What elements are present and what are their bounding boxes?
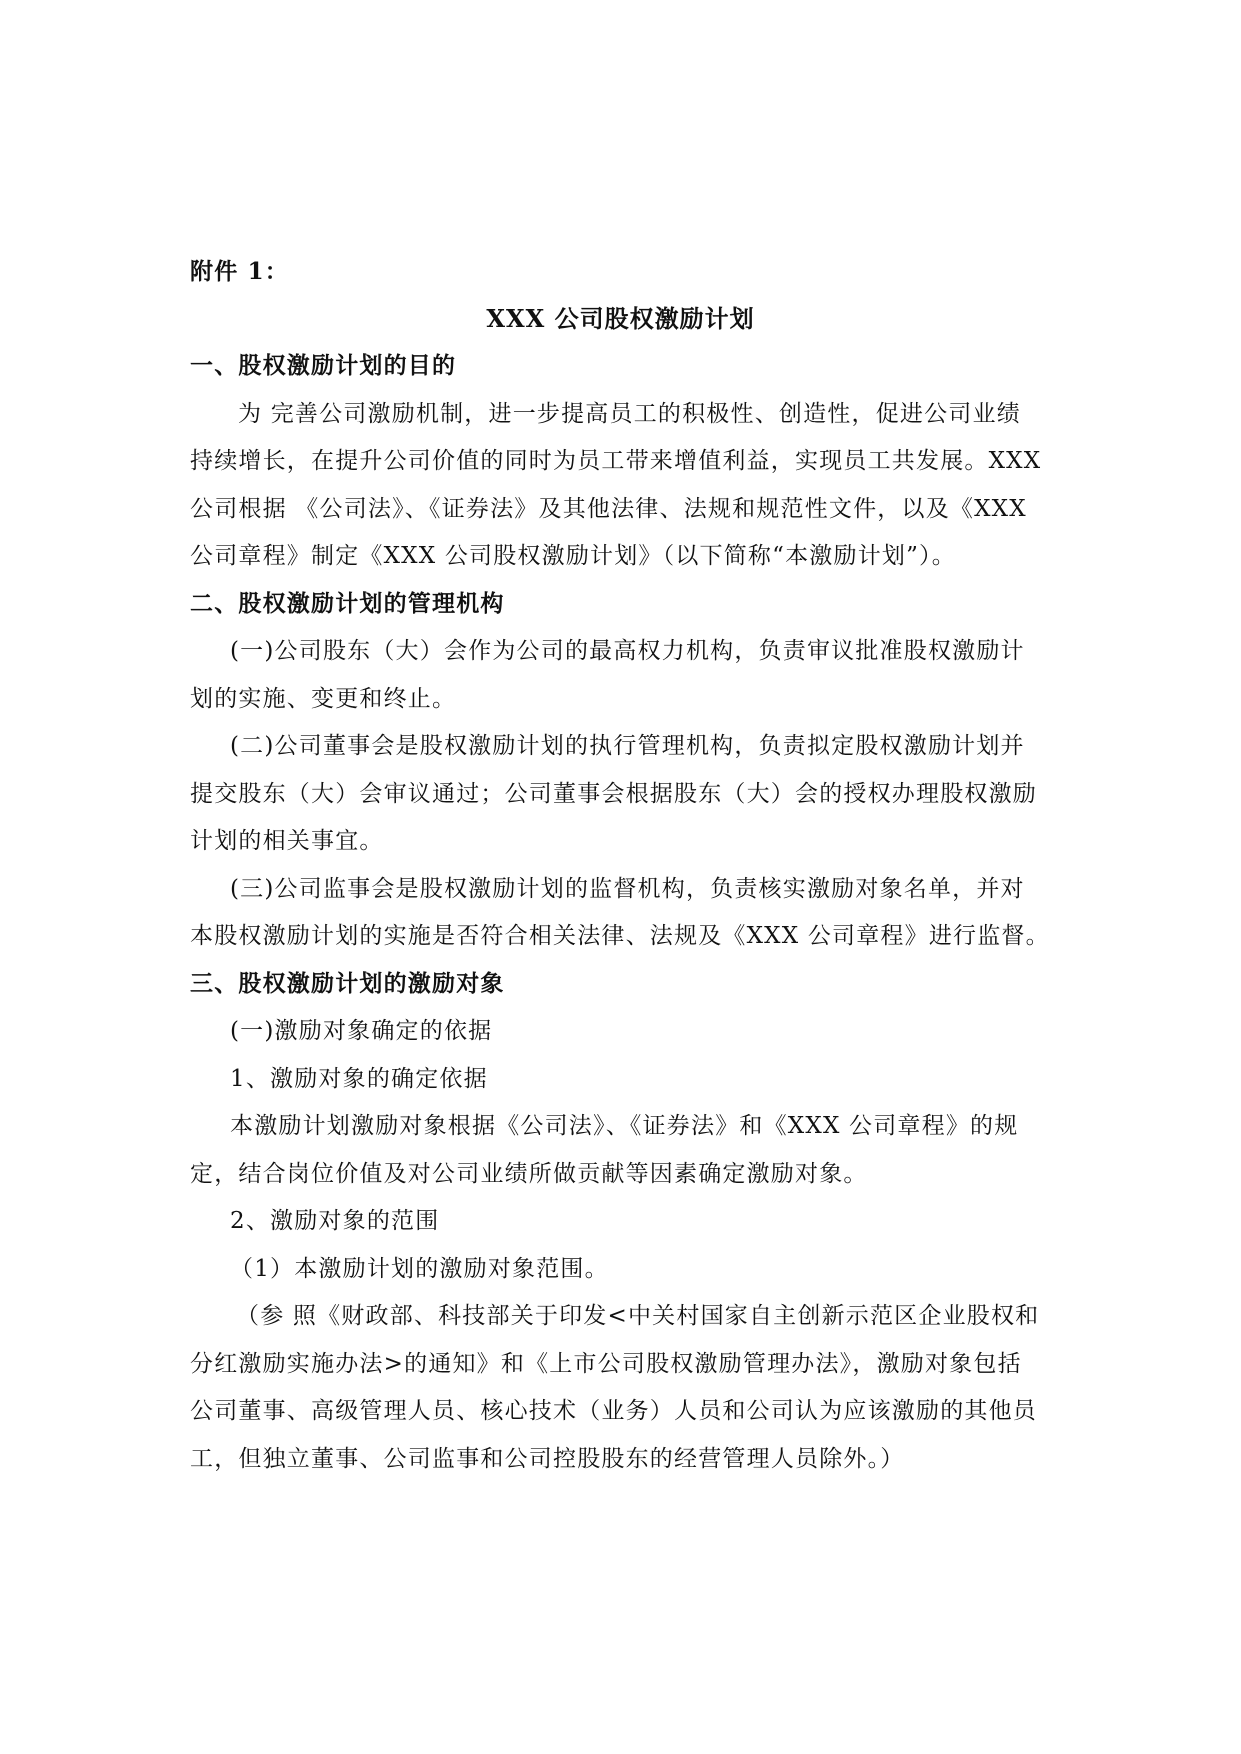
paragraph-line: 划的实施、变更和终止。 (190, 686, 457, 712)
paragraph-line: 本激励计划激励对象根据《公司法》、《证券法》和《XXX 公司章程》的规 (230, 1113, 1019, 1139)
paragraph-line: 持续增长，在提升公司价值的同时为员工带来增值利益，实现员工共发展。XXX (190, 448, 1042, 474)
paragraph-line: 公司根据 《公司法》、《证券法》及其他法律、法规和规范性文件，以及《XXX (190, 496, 1027, 522)
paragraph-line: 工，但独立董事、公司监事和公司控股股东的经营管理人员除外。） (190, 1446, 905, 1472)
paragraph-line: 定，结合岗位价值及对公司业绩所做贡献等因素确定激励对象。 (190, 1161, 868, 1187)
paragraph-line: (三)公司监事会是股权激励计划的监督机构，负责核实激励对象名单，并对 (230, 876, 1025, 902)
attachment-label: 附件 1： (190, 258, 290, 285)
section-heading-purpose: 一、股权激励计划的目的 (190, 352, 457, 379)
subsection-heading: 2、激励对象的范围 (230, 1208, 440, 1234)
paragraph-line: 提交股东（大）会审议通过；公司董事会根据股东（大）会的授权办理股权激励 (190, 781, 1037, 807)
paragraph-line: (二)公司董事会是股权激励计划的执行管理机构，负责拟定股权激励计划并 (230, 733, 1025, 759)
paragraph-line: 公司董事、高级管理人员、核心技术（业务）人员和公司认为应该激励的其他员 (190, 1398, 1037, 1424)
subsection-heading: (一)激励对象确定的依据 (230, 1018, 493, 1044)
subsection-heading: 1、激励对象的确定依据 (230, 1066, 488, 1092)
paragraph-line: （1）本激励计划的激励对象范围。 (230, 1256, 609, 1282)
section-heading-targets: 三、股权激励计划的激励对象 (190, 970, 505, 997)
section-heading-management: 二、股权激励计划的管理机构 (190, 590, 505, 617)
paragraph-line: 公司章程》制定《XXX 公司股权激励计划》（以下简称“本激励计划”）。 (190, 543, 956, 569)
paragraph-line: 为 完善公司激励机制，进一步提高员工的积极性、创造性，促进公司业绩 (238, 401, 1021, 427)
paragraph-line: （参 照《财政部、科技部关于印发<中关村国家自主创新示范区企业股权和 (236, 1303, 1040, 1329)
paragraph-line: (一)公司股东（大）会作为公司的最高权力机构，负责审议批准股权激励计 (230, 638, 1025, 664)
paragraph-line: 本股权激励计划的实施是否符合相关法律、法规及《XXX 公司章程》进行监督。 (190, 923, 1050, 949)
document-title: XXX 公司股权激励计划 (486, 304, 755, 333)
paragraph-line: 分红激励实施办法>的通知》和《上市公司股权激励管理办法》，激励对象包括 (190, 1351, 1022, 1377)
paragraph-line: 计划的相关事宜。 (190, 828, 384, 854)
